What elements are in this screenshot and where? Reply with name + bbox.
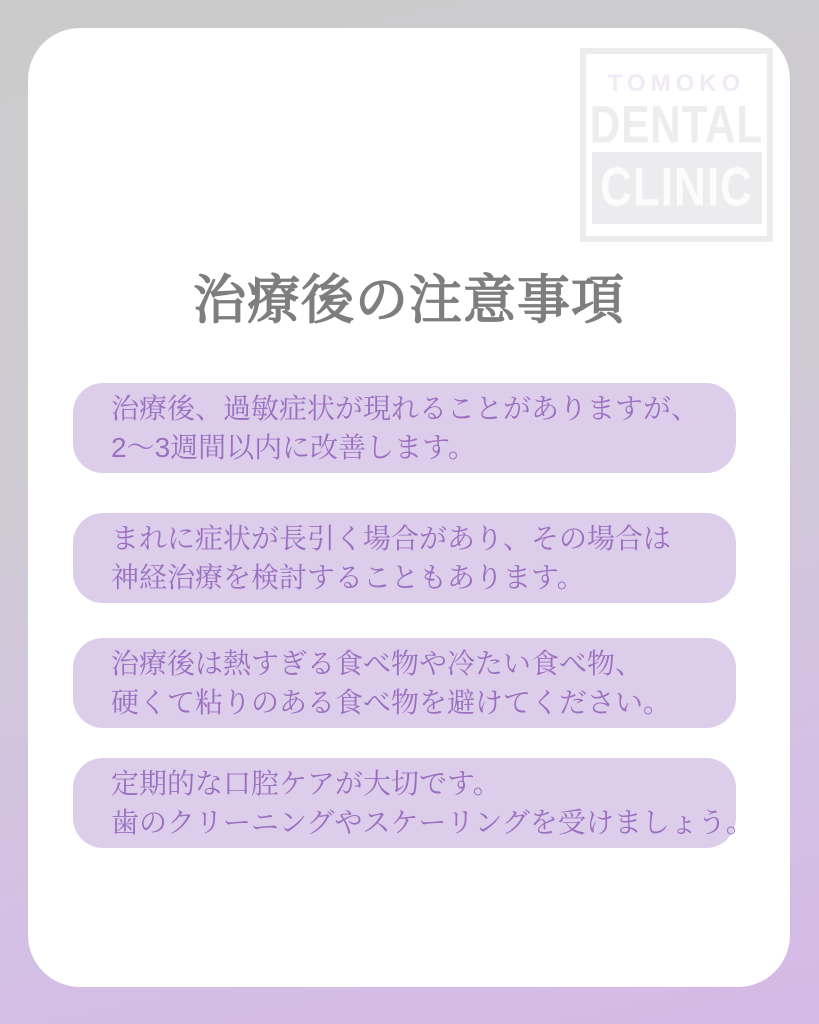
clinic-logo [580, 48, 773, 242]
note-card-3 [73, 638, 736, 728]
note-card-2 [73, 513, 736, 603]
note-1-line-1: 治療後、過敏症状が現れることがありますが、 [111, 393, 700, 424]
note-card-1 [73, 383, 736, 473]
logo-clinic-badge [592, 152, 762, 224]
logo-tomoko-text: TOMOKO [607, 70, 746, 97]
page-title: 治療後の注意事項 [193, 271, 625, 330]
info-card [28, 28, 790, 987]
note-1-line-2: 2〜3週間以内に改善します。 [111, 432, 476, 463]
note-3-line-1: 治療後は熱すぎる食べ物や冷たい食べ物、 [111, 648, 644, 679]
note-3-line-2: 硬くて粘りのある食べ物を避けてください。 [111, 687, 672, 718]
note-4-line-1: 定期的な口腔ケアが大切です。 [111, 768, 501, 799]
note-2-line-1: まれに症状が長引く場合があり、その場合は [111, 523, 672, 554]
logo-clinic-text: CLINIC [600, 156, 753, 218]
logo-dental-text: DENTAL [589, 95, 764, 154]
note-card-4 [73, 758, 754, 848]
note-2-line-2: 神経治療を検討することもあります。 [111, 562, 585, 593]
note-4-line-2: 歯のクリーニングやスケーリングを受けましょう。 [111, 807, 754, 838]
